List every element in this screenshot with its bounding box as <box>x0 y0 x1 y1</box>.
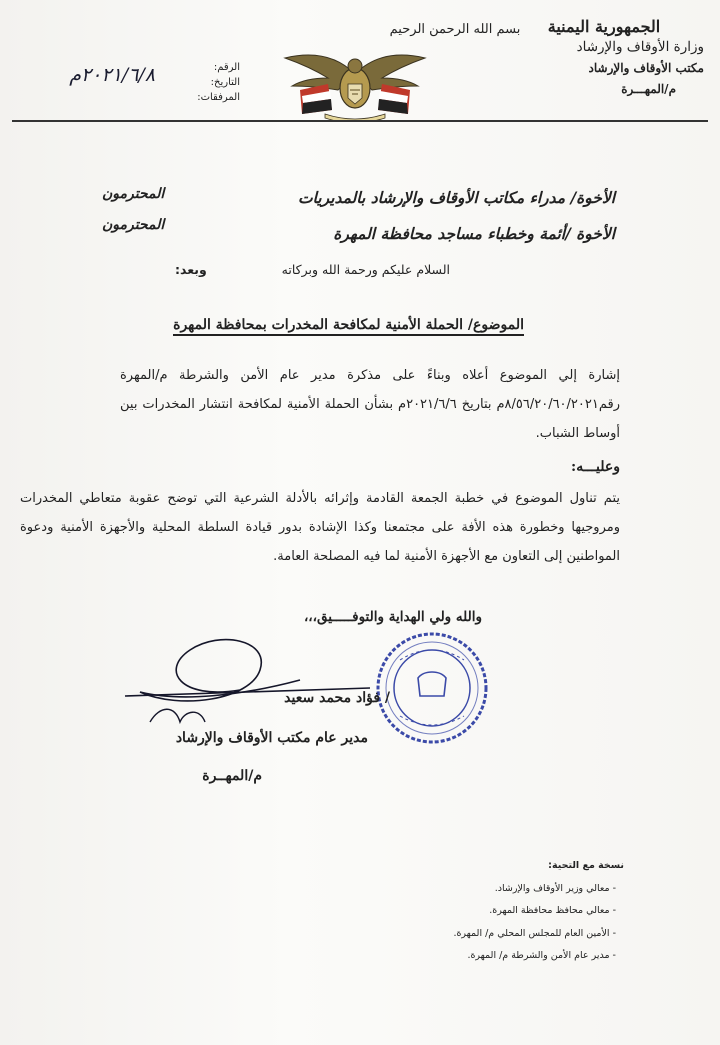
basmala: بسم الله الرحمن الرحيم <box>389 22 521 37</box>
signer-name: / فؤاد محمد سعيد <box>284 690 390 706</box>
body-paragraph-1: إشارة إلي الموضوع أعلاه وبناءً على مذكرة مدير عام الأمن والشرطة م/المهرة رقم٨/٥٦/٢٠/٦٠/٢٠٢١م بتاريخ ٢٠٢١/٦/٦م بشأن الحملة الأمنية لمكافحة انتشار المخدرات بين أوساط الشباب. <box>120 368 620 441</box>
honorific-2: المحترمون <box>102 217 165 233</box>
letterhead-line-4: م/المهـــرة <box>621 82 676 96</box>
cc-item: - الأمين العام للمجلس المحلي م/ المهرة. <box>453 927 616 939</box>
meta-date-label: التاريخ: <box>210 77 240 88</box>
meta-number-label: الرقم: <box>213 62 240 73</box>
handwritten-signature-icon <box>120 630 370 730</box>
meta-attachments-label: المرفقات: <box>197 92 240 103</box>
reference-meta <box>140 60 240 105</box>
addressee-line-2: الأخوة /أئمة وخطباء مساجد محافظة المهرة <box>333 224 615 243</box>
letterhead-line-2: وزارة الأوقاف والإرشاد <box>576 39 704 55</box>
letterhead-right <box>504 16 704 100</box>
signer-location: م/المهــرة <box>202 768 262 784</box>
cc-heading: نسخة مع التحية: <box>548 860 624 871</box>
cc-item: - مدير عام الأمن والشرطة م/ المهرة. <box>467 950 616 961</box>
cc-list <box>384 855 624 968</box>
body-paragraph-2: يتم تناول الموضوع في خطبة الجمعة القادمة وإثرائه بالأدلة الشرعية التي توضح عقوبة متعاطي المخدرات ومروجيها وخطورة هذه الأفة على مجتمعنا وكذا الإشادة بدور قيادة السلطة المحلية والأجهزة الأمنية ودعوة المواطنين إلى التعاون مع الأجهزة الأمنية لما فيه المصلحة العامة. <box>20 491 620 564</box>
addressee-line-1: الأخوة/ مدراء مكاتب الأوقاف والإرشاد بالمديريات <box>297 188 615 207</box>
therefore-heading: وعليـــه: <box>571 459 620 475</box>
handwritten-date: ٢٠٢١/٦/٨م <box>69 64 155 86</box>
header-divider <box>12 120 708 122</box>
cc-item: - معالي وزير الأوقاف والإرشاد. <box>494 882 616 894</box>
yemen-eagle-emblem-icon <box>280 44 430 122</box>
greeting: السلام عليكم ورحمة الله وبركاته <box>281 262 450 277</box>
honorific-1: المحترمون <box>102 186 165 202</box>
letterhead-line-1: الجمهورية اليمنية <box>547 17 661 36</box>
letterhead-line-3: مكتب الأوقاف والإرشاد <box>588 61 704 75</box>
subject-line: الموضوع/ الحملة الأمنية لمكافحة المخدرات بمحافظة المهرة <box>173 317 524 336</box>
closing-line: والله ولي الهداية والتوفـــــيق،،، <box>303 609 482 625</box>
signer-title: مدير عام مكتب الأوقاف والإرشاد <box>175 730 368 746</box>
greeting-after: وبعد: <box>175 262 207 277</box>
cc-item: - معالي محافظ محافظة المهرة. <box>489 905 616 916</box>
